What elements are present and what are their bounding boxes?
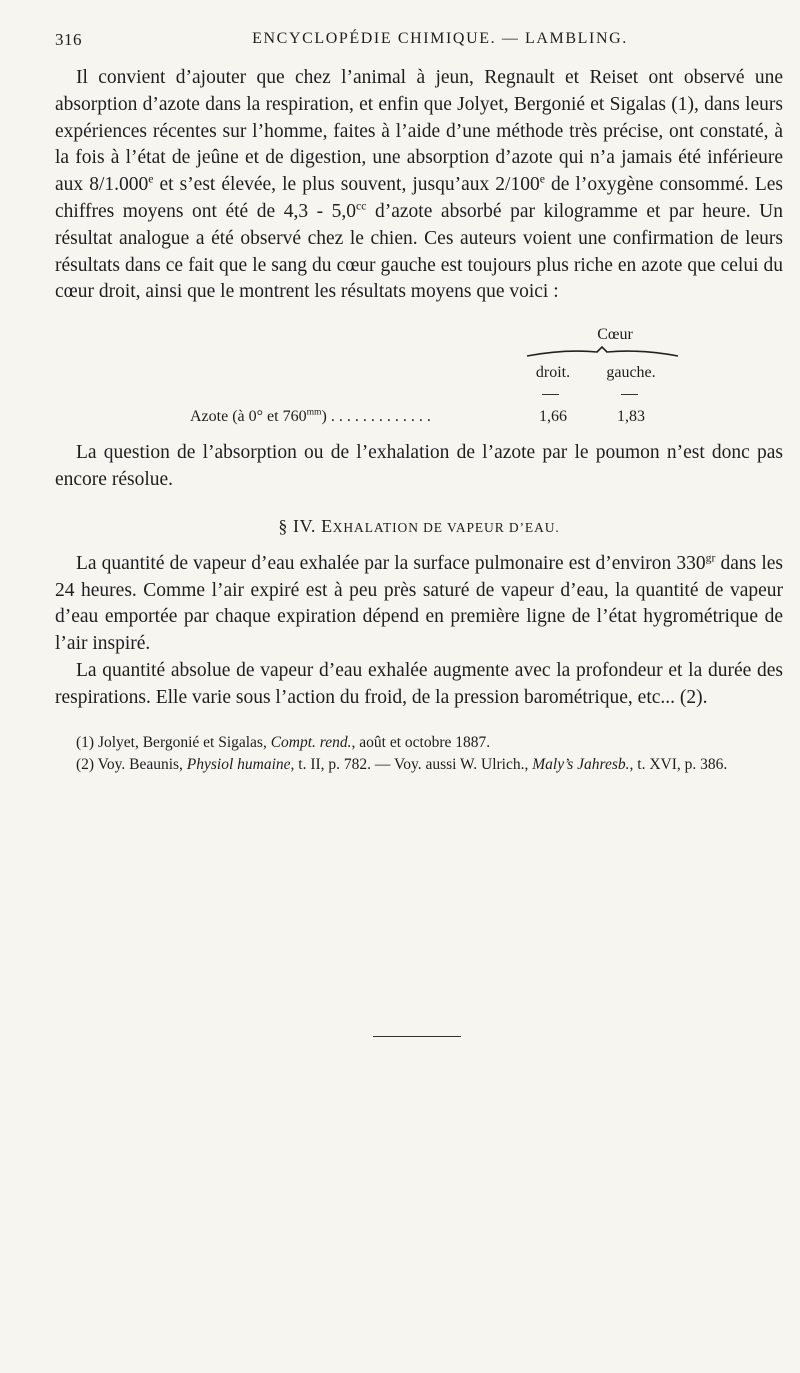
superscript: cc bbox=[356, 199, 367, 213]
text-run: ) bbox=[321, 408, 327, 426]
footnote-2 bbox=[55, 754, 783, 776]
text-run: de l’oxygène consommé. Les chiffres moyens ont été de 4,3 - 5,0 bbox=[55, 174, 783, 222]
blood-nitrogen-table bbox=[55, 322, 783, 440]
column-header-droit: droit. bbox=[535, 364, 571, 382]
superscript: e bbox=[148, 172, 154, 186]
text-run: d’azote absorbé par kilogramme et par heure. Un résultat analogue a été observé chez le chien. Ces auteurs voient une confirmation de leurs résultats dans ce fait que le sang du cœur gauche est toujours plus riche en azote que celui du cœur droit, ainsi que le montrent les résultats moyens que voici : bbox=[55, 200, 783, 303]
section-title bbox=[321, 516, 560, 536]
running-title: ENCYCLOPÉDIE CHIMIQUE. — LAMBLING. bbox=[252, 30, 628, 47]
text-run: t. II, p. 782. — Voy. aussi W. Ulrich., bbox=[294, 755, 533, 773]
text-run: Il convient d’ajouter que chez l’animal à jeun, Regnault et Reiset ont observé une absorption d’azote dans la respiration, et enfin que Jolyet, Bergonié et Sigalas (1), dans leurs expériences récentes sur l’homme, faites à l’aide d’une méthode très précise, ont constaté, à la fois à l’état de jeûne et de digestion, une absorption d’azote qui n’a jamais été inférieure aux 8/1.000 bbox=[55, 67, 783, 196]
column-rule bbox=[621, 394, 638, 395]
paragraph-absolute-quantity: La quantité absolue de vapeur d’eau exhalée augmente avec la profondeur et la durée des respirations. Elle varie sous l’action du froid, de la pression barométrique, etc... (2). bbox=[55, 659, 783, 708]
page-number: 316 bbox=[55, 30, 82, 49]
text-run: et s’est élevée, le plus souvent, jusqu’aux 2/100 bbox=[153, 174, 540, 196]
brace-icon bbox=[525, 346, 680, 358]
text-run: dans les 24 heures. Comme l’air expiré est à peu près saturé de vapeur d’eau, la quantité de vapeur d’eau emportée par chaque expiration dépend en première ligne de l’état hygrométrique de l’air inspiré. bbox=[55, 552, 783, 655]
paragraph-question: La question de l’absorption ou de l’exhalation de l’azote par le poumon n’est donc pas encore résolue. bbox=[55, 442, 783, 490]
end-rule bbox=[373, 1036, 461, 1037]
text-run: (2) Voy. Beaunis, bbox=[76, 755, 187, 773]
text-run: La quantité de vapeur d’eau exhalée par la surface pulmonaire est d’environ 330 bbox=[76, 552, 706, 574]
section-heading bbox=[55, 516, 783, 537]
superscript: gr bbox=[705, 551, 716, 565]
citation-title: Maly’s Jahresb. bbox=[532, 755, 630, 773]
section-title-rest: XHALATION DE VAPEUR D’EAU. bbox=[332, 519, 560, 535]
text-run: , août et octobre 1887. bbox=[351, 733, 491, 751]
leader-dots: . . . . . . . . . . . . . bbox=[326, 408, 431, 426]
paragraph-water-vapor bbox=[55, 551, 783, 658]
column-header-gauche: gauche. bbox=[606, 364, 656, 382]
footnotes bbox=[55, 732, 783, 776]
page-body bbox=[55, 65, 783, 776]
superscript: e bbox=[539, 172, 545, 186]
footnote-1 bbox=[55, 732, 783, 754]
text-run: , t. XVI, p. 386. bbox=[629, 755, 728, 773]
citation-title: Physiol humaine, bbox=[186, 755, 295, 773]
table-cell-gauche: 1,83 bbox=[617, 408, 645, 426]
section-number: § IV. bbox=[278, 515, 317, 536]
superscript: mm bbox=[306, 406, 322, 418]
table-cell-droit: 1,66 bbox=[539, 408, 567, 426]
page-header bbox=[55, 30, 785, 56]
paragraph-nitrogen-absorption bbox=[55, 65, 783, 306]
table-row-label bbox=[190, 408, 431, 426]
table-group-header: Cœur bbox=[597, 326, 633, 344]
text-run: Azote (à 0° et 760 bbox=[190, 408, 307, 426]
text-run: (1) Jolyet, Bergonié et Sigalas, bbox=[76, 733, 271, 751]
citation-title: Compt. rend. bbox=[270, 733, 352, 751]
section-title-initial: E bbox=[321, 515, 333, 536]
column-rule bbox=[542, 394, 559, 395]
